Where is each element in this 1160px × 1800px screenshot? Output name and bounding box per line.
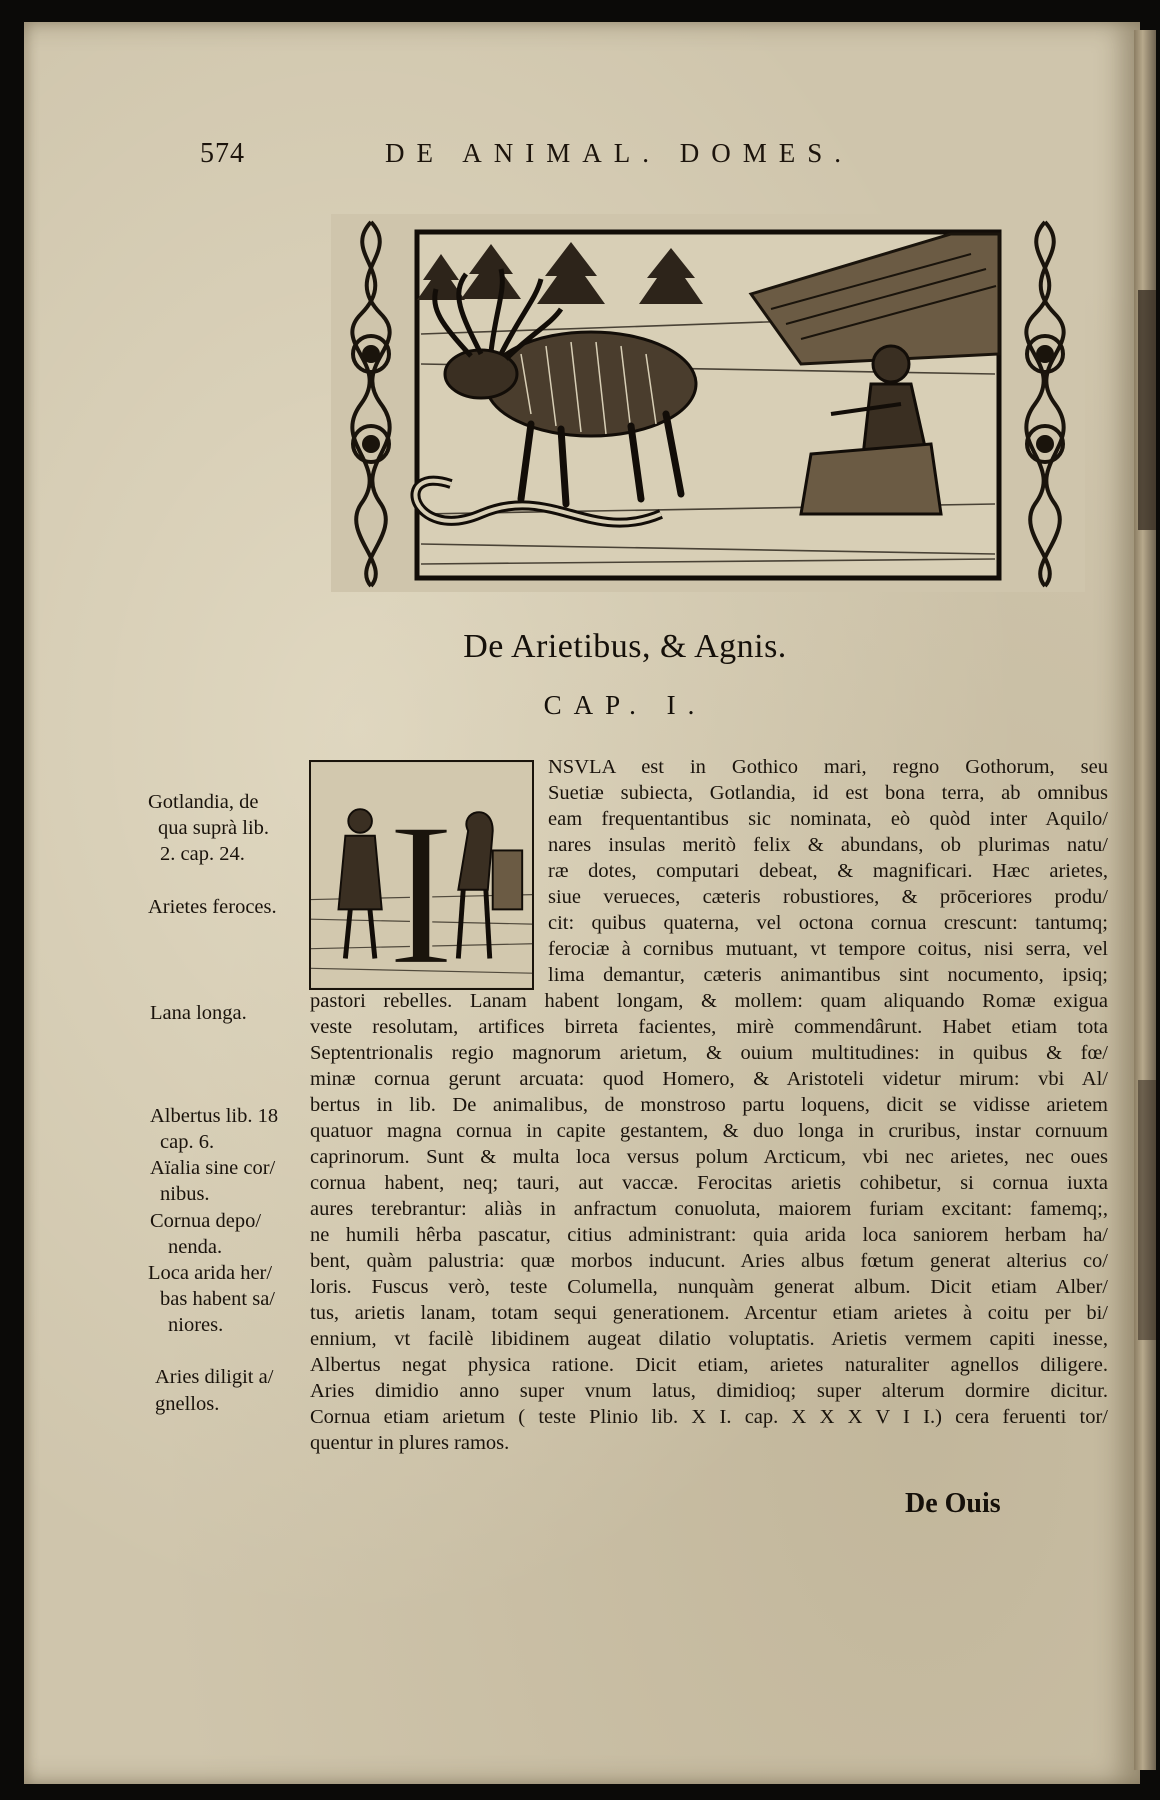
initial-letter: I [386, 779, 456, 988]
chapter-number [0, 690, 1160, 721]
text-line: bertus in lib. De animalibus, de monstroso partu loquens, dicit se vidisse arietem [310, 1094, 1108, 1116]
margin-note: Loca arida her/ [148, 1262, 273, 1284]
running-head-title: DE ANIMAL. DOMES. [385, 138, 854, 168]
margin-note: Aries diligit a/ [155, 1366, 274, 1388]
text-line: cit: quibus quaterna, vel octona cornua crescunt: tantumq; [548, 912, 1108, 934]
text-line: Septentrionalis regio magnorum arietum, & ouium multitudines: in quibus & fœ/ [310, 1042, 1108, 1064]
text-line: nares insulas meritò felix & abundans, ob plurimas natu/ [548, 834, 1108, 856]
margin-note: nenda. [168, 1236, 223, 1258]
text-line: Aries dimidio anno super vnum latus, dimidioq; super alterum dormire dicitur. [310, 1380, 1108, 1402]
text-line: bent, quàm palustria: quæ morbos inducunt. Aries albus fœtum generat alterius co/ [310, 1250, 1108, 1272]
woodcut-illustration-icon [331, 214, 1085, 592]
text-line: Suetiæ subiecta, Gotlandia, id est bona terra, ab omnibus [548, 782, 1108, 804]
chapter-number-text: CAP. I. [543, 690, 707, 720]
text-line: veste resolutam, artifices birreta facientes, mirè commendârunt. Habet etiam tota [310, 1016, 1108, 1038]
chapter-title [0, 628, 1160, 666]
text-line: tus, arietis lanam, totam sequi generationem. Arcentur etiam arietes à coitu per bi/ [310, 1302, 1108, 1324]
margin-note: Gotlandia, de [148, 791, 259, 813]
margin-note: bas habent sa/ [160, 1288, 275, 1310]
margin-note: Aïalia sine cor/ [150, 1157, 276, 1179]
text-line: siue verueces, cæteris robustiores, & prōceriores produ/ [548, 886, 1108, 908]
adjacent-page-fragment [1138, 1080, 1156, 1340]
text-line: eam frequentantibus sic nominata, eò quòd inter Aquilo/ [548, 808, 1108, 830]
chapter-title-text: De Arietibus, & Agnis. [463, 628, 787, 665]
text-line: lima demantur, cæteris animantibus sint nocumento, ipsiq; [548, 964, 1108, 986]
decorated-initial [309, 760, 534, 990]
initial-woodcut-icon [311, 762, 532, 988]
text-line: quentur in plures ramos. [310, 1432, 510, 1454]
text-line: ne humili hêrba pascatur, citius administrant: quia arida loca saniorem herbam ha/ [310, 1224, 1108, 1246]
margin-note: qua suprà lib. [158, 817, 270, 839]
text-line: loris. Fuscus verò, teste Columella, nunquàm generat album. Dicit etiam Alber/ [310, 1276, 1108, 1298]
margin-note: cap. 6. [160, 1131, 215, 1153]
text-line: minæ cornua gerunt arcuata: quod Homero, & Aristoteli videtur mirum: vbi Al/ [310, 1068, 1108, 1090]
catchword: De Ouis [905, 1488, 1001, 1519]
woodcut-illustration [331, 214, 1085, 592]
margin-note: 2. cap. 24. [160, 843, 245, 865]
text-line: pastori rebelles. Lanam habent longam, & mollem: quam aliquando Romæ exigua [310, 990, 1108, 1012]
text-line: caprinorum. Sunt & multa loca versus polum Arcticum, vbi nec arietes, nec oues [310, 1146, 1108, 1168]
text-line: aures terebrantur: aliàs in anfractum conuoluta, maiorem furiam excitant: famemq;, [310, 1198, 1108, 1220]
margin-note: Cornua depo/ [150, 1210, 262, 1232]
text-line: ræ dotes, computari debeat, & magnificari. Hæc arietes, [548, 860, 1108, 882]
adjacent-page-fragment [1138, 290, 1156, 530]
margin-note: niores. [168, 1314, 224, 1336]
margin-note: Albertus lib. 18 [150, 1105, 279, 1127]
page-number: 574 [200, 138, 245, 169]
text-line: NSVLA est in Gothico mari, regno Gothorum, seu [548, 756, 1108, 778]
text-line: cornua habent, neq; tauri, aut vaccæ. Ferocitas arietis cohibetur, si cornua iuxta [310, 1172, 1108, 1194]
running-head [0, 138, 1160, 178]
text-line: Albertus negat physica ratione. Dicit etiam, arietes naturaliter agnellos diligere. [310, 1354, 1108, 1376]
margin-note: Arietes feroces. [148, 896, 277, 918]
margin-note: Lana longa. [150, 1002, 247, 1024]
margin-note: nibus. [160, 1183, 210, 1205]
margin-note: gnellos. [155, 1393, 220, 1415]
text-line: ferociæ à cornibus mutuant, vt tempore coitus, nisi serra, vel [548, 938, 1108, 960]
text-line: ennium, vt facilè libidinem augeat dilatio voluptatis. Arietis vermem capiti inesse, [310, 1328, 1108, 1350]
text-line: Cornua etiam arietum ( teste Plinio lib. X I. cap. X X X V I I.) cera feruenti tor/ [310, 1406, 1108, 1428]
text-line: quatuor magna cornua in capite gestantem, & duo longa in cruribus, instar cornuum [310, 1120, 1108, 1142]
